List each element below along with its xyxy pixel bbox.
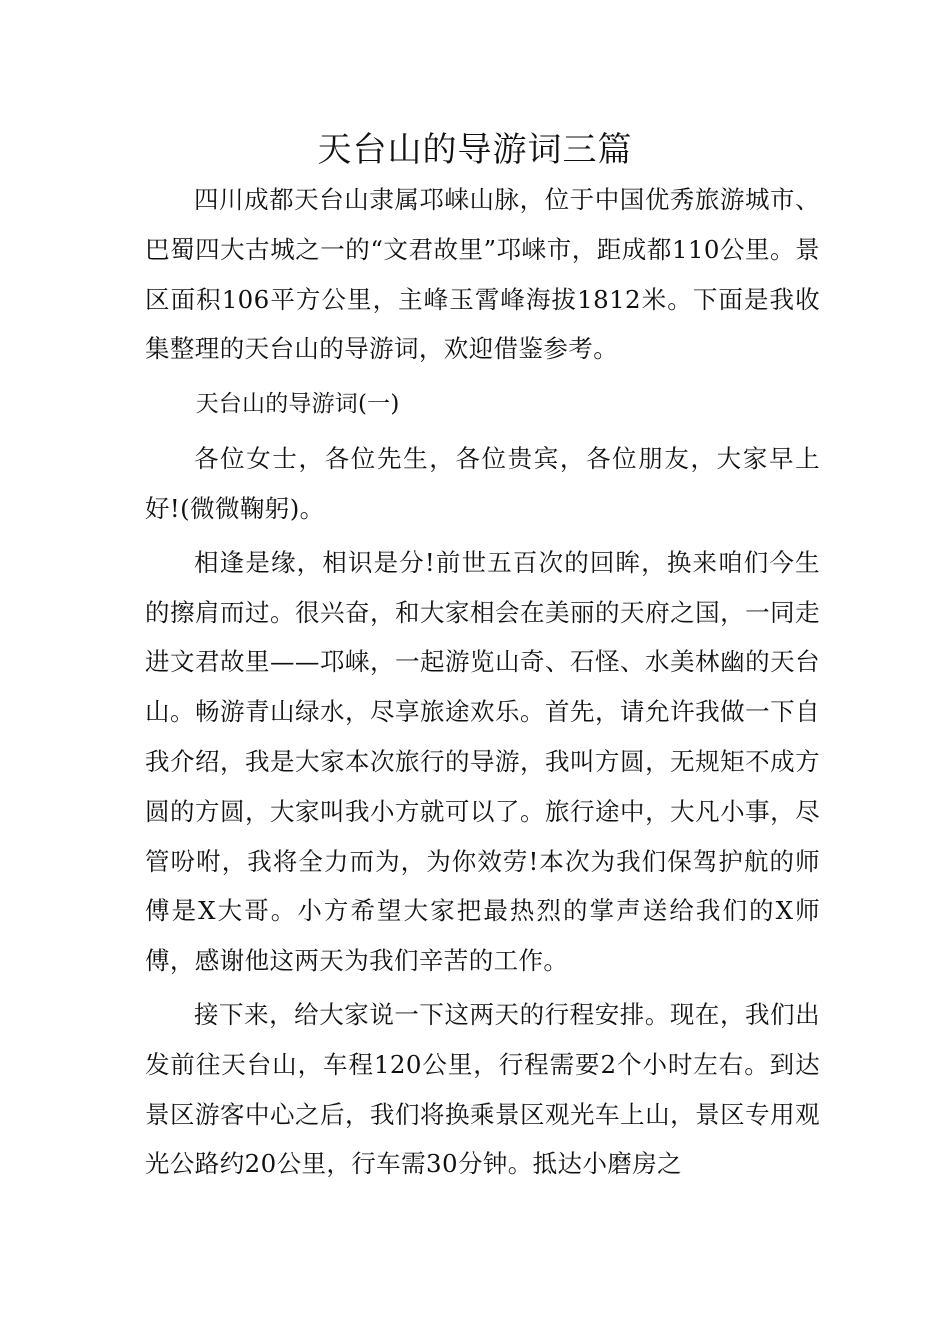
greeting-paragraph: 各位女士，各位先生，各位贵宾，各位朋友，大家早上好!(微微鞠躬)。 [145,444,820,523]
intro-paragraph: 四川成都天台山隶属邛崃山脉，位于中国优秀旅游城市、巴蜀四大古城之一的“文君故里”邛崃市，距成都110公里。景区面积106平方公里，主峰玉霄峰海拔1812米。下面是我收集整理的天台山的导游词，欢迎借鉴参考。 [145,185,820,364]
introduction-paragraph: 相逢是缘，相识是分!前世五百次的回眸，换来咱们今生的擦肩而过。很兴奋，和大家相会在美丽的天府之国，一同走进文君故里——邛崃，一起游览山奇、石怪、水美林幽的天台山。畅游青山绿水，尽享旅途欢乐。首先，请允许我做一下自我介绍，我是大家本次旅行的导游，我叫方圆，无规矩不成方圆的方圆，大家叫我小方就可以了。旅行途中，大凡小事，尽管吩咐，我将全力而为，为你效劳!本次为我们保驾护航的师傅是X大哥。小方希望大家把最热烈的掌声送给我们的X师傅，感谢他这两天为我们辛苦的工作。 [145,547,820,976]
section-heading: 天台山的导游词(一) [195,391,400,418]
document-body [145,175,820,1189]
document-title: 天台山的导游词三篇 [317,130,633,170]
itinerary-paragraph: 接下来，给大家说一下这两天的行程安排。现在，我们出发前往天台山，车程120公里，行程需要2个小时左右。到达景区游客中心之后，我们将换乘景区观光车上山，景区专用观光公路约20公里，行车需30分钟。抵达小磨房之 [145,999,820,1179]
